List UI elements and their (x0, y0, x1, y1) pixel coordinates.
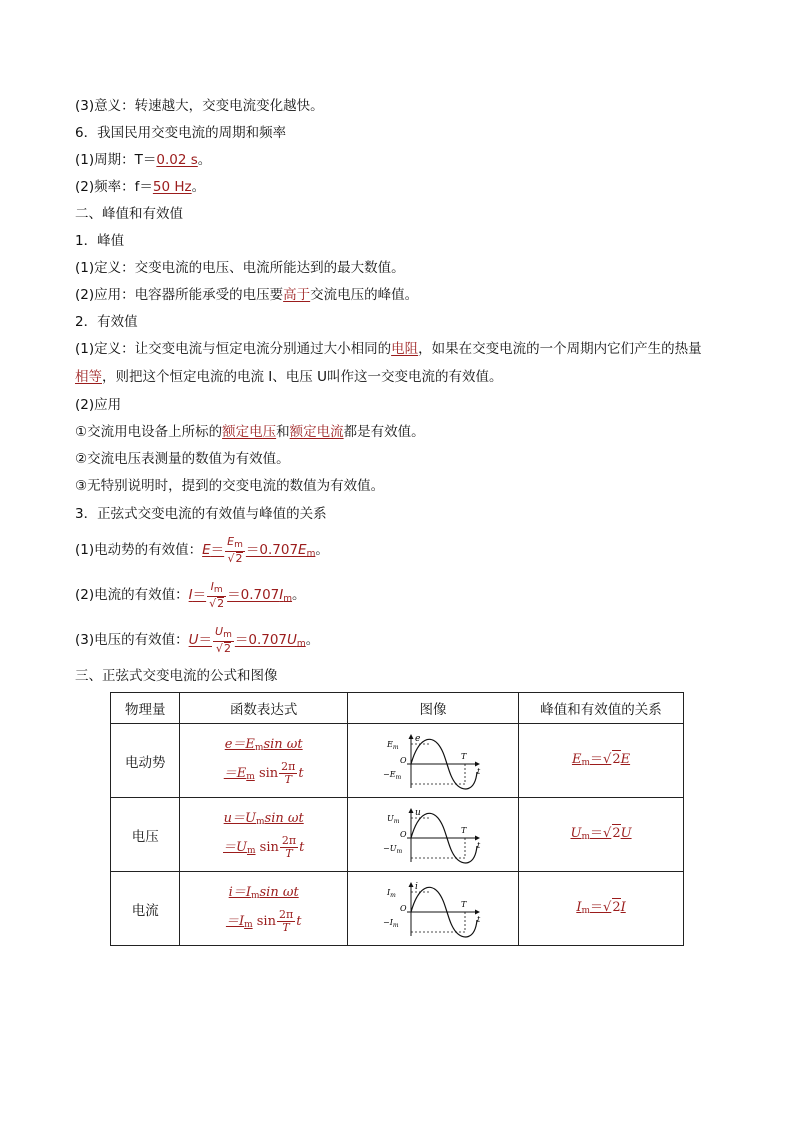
peak-label: $I_m$ (386, 887, 396, 899)
table-header: 峰值和有效值的关系 (519, 693, 684, 724)
arrow-icon (408, 734, 413, 739)
arrow-icon (475, 909, 480, 914)
table-row (111, 724, 684, 798)
text-line: (1)定义：让交变电流与恒定电流分别通过大小相同的电阻，如果在交变电流的一个周期内它们产生的热量 (75, 341, 702, 357)
arrow-icon (408, 882, 413, 887)
formula-line: $i=I_m\sin$ ωt (228, 884, 299, 901)
text-line: ②交流电压表测量的数值为有效值。 (75, 451, 290, 467)
trough-label: $-E_m$ (382, 769, 402, 781)
table-header-row (111, 693, 684, 724)
arrow-icon (475, 835, 480, 840)
section-heading: 二、峰值和有效值 (75, 206, 183, 222)
text-line: 相等，则把这个恒定电流的电流 I、电压 U叫作这一交变电流的有效值。 (75, 369, 503, 385)
ac-formula-table (110, 692, 684, 946)
table-row (111, 872, 684, 946)
formula-cell (180, 798, 347, 872)
text-line: 1．峰值 (75, 233, 125, 249)
time-label: t (476, 840, 481, 850)
origin-label: O (399, 903, 407, 913)
arrow-icon (475, 761, 480, 766)
quantity-name: 电压 (111, 798, 180, 872)
text-line: 3．正弦式交变电流的有效值与峰值的关系 (75, 506, 327, 522)
trough-label: $-U_m$ (382, 843, 403, 855)
origin-label: O (399, 829, 407, 839)
sine-wave-graph (381, 732, 485, 790)
graph-cell (347, 798, 518, 872)
current-equation: I＝ $\frac{I_m}{√2}$ $=0.707I_m$ (188, 579, 293, 610)
equation-line: (1)电动势的有效值：E＝ $\frac{E_m}{√2}$ $=0.707E_m$。 (75, 534, 329, 565)
time-label: t (476, 914, 481, 924)
period-label: T (460, 825, 467, 835)
quantity-name: 电动势 (111, 724, 180, 798)
relation-cell: $E_m=√2E$ (519, 724, 684, 798)
axis-label: e (414, 733, 421, 744)
graph-cell (347, 872, 518, 946)
formula-line: $u=U_m\sin$ ωt (223, 810, 304, 827)
peak-label: $U_m$ (386, 813, 400, 825)
table-header: 物理量 (111, 693, 180, 724)
text-line: ①交流用电设备上所标的额定电压和额定电流都是有效值。 (75, 424, 425, 440)
text-line: (1)周期：T＝0.02 s。 (75, 152, 212, 168)
text-line: (1)定义：交变电流的电压、电流所能达到的最大数值。 (75, 260, 405, 276)
formula-line: $e=E_m\sin$ ωt (224, 736, 303, 753)
text-line: (2)应用：电容器所能承受的电压要高于交流电压的峰值。 (75, 287, 419, 303)
relation-cell: $I_m=√2I$ (519, 872, 684, 946)
formula-line: $=E_m$ sin $\frac{2\pi}{T}$ t (223, 759, 304, 786)
text-line: (2)频率：f＝50 Hz。 (75, 179, 206, 195)
time-label: t (476, 766, 481, 776)
sine-wave-graph (381, 880, 485, 938)
axis-label: u (414, 807, 421, 818)
text-line: (2)应用 (75, 397, 122, 413)
text-line: ③无特别说明时，提到的交变电流的数值为有效值。 (75, 478, 385, 494)
trough-label: $-I_m$ (382, 917, 399, 929)
formula-cell (180, 872, 347, 946)
text-line: (3)意义：转速越大，交变电流变化越快。 (75, 98, 324, 114)
quantity-name: 电流 (111, 872, 180, 946)
period-label: T (460, 751, 467, 761)
formula-line: $=I_m$ sin $\frac{2\pi}{T}$ t (225, 907, 302, 934)
formula-cell (180, 724, 347, 798)
origin-label: O (399, 755, 407, 765)
table-row (111, 798, 684, 872)
period-label: T (460, 899, 467, 909)
sine-wave-graph (381, 806, 485, 864)
formula-line: $=U_m$ sin $\frac{2\pi}{T}$ t (223, 833, 305, 860)
emf-equation: E＝ $\frac{E_m}{√2}$ $=0.707E_m$ (202, 534, 316, 565)
relation-cell: $U_m=√2U$ (519, 798, 684, 872)
equation-line: (2)电流的有效值：I＝ $\frac{I_m}{√2}$ $=0.707I_m$。 (75, 579, 306, 610)
equation-line: (3)电压的有效值：U＝ $\frac{U_m}{√2}$ $=0.707U_m$。 (75, 624, 320, 655)
text-line: 2．有效值 (75, 314, 138, 330)
table-header: 函数表达式 (180, 693, 347, 724)
graph-cell (347, 724, 518, 798)
section-heading: 三、正弦式交变电流的公式和图像 (75, 668, 278, 684)
axis-label: i (414, 881, 418, 892)
text-line: 6．我国民用交变电流的周期和频率 (75, 125, 287, 141)
peak-label: $E_m$ (386, 739, 399, 751)
voltage-equation: U＝ $\frac{U_m}{√2}$ $=0.707U_m$ (188, 624, 306, 655)
table-header: 图像 (347, 693, 518, 724)
arrow-icon (408, 808, 413, 813)
